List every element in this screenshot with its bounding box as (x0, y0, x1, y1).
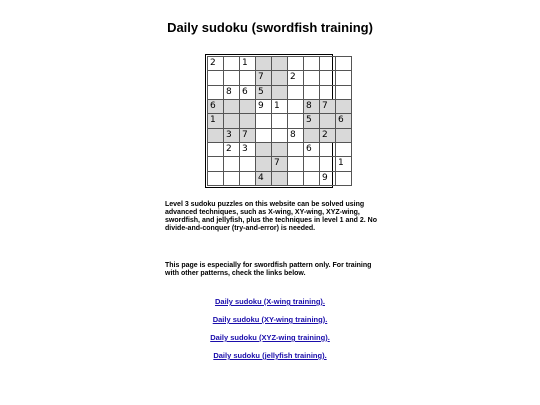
sudoku-cell[interactable] (304, 85, 320, 99)
sudoku-cell[interactable] (336, 128, 352, 142)
sudoku-cell[interactable] (256, 114, 272, 128)
sudoku-cell[interactable]: 3 (240, 142, 256, 156)
sudoku-cell[interactable]: 5 (256, 85, 272, 99)
sudoku-cell[interactable]: 9 (256, 99, 272, 113)
sudoku-cell[interactable] (240, 157, 256, 171)
sudoku-cell[interactable] (288, 99, 304, 113)
sudoku-cell[interactable] (208, 157, 224, 171)
sudoku-cell[interactable] (336, 71, 352, 85)
sudoku-cell[interactable] (208, 85, 224, 99)
sudoku-cell[interactable]: 6 (240, 85, 256, 99)
sudoku-cell[interactable] (304, 71, 320, 85)
sudoku-cell[interactable]: 7 (272, 157, 288, 171)
sudoku-cell[interactable]: 7 (256, 71, 272, 85)
sudoku-cell[interactable] (288, 114, 304, 128)
grid-row (208, 171, 352, 185)
sudoku-cell[interactable] (304, 128, 320, 142)
sudoku-cell[interactable]: 1 (208, 114, 224, 128)
sudoku-cell[interactable]: 7 (320, 99, 336, 113)
sudoku-cell[interactable] (224, 157, 240, 171)
sudoku-cell[interactable] (304, 171, 320, 185)
sudoku-cell[interactable]: 3 (224, 128, 240, 142)
sudoku-cell[interactable]: 2 (320, 128, 336, 142)
sudoku-cell[interactable]: 2 (208, 57, 224, 71)
sudoku-cell[interactable] (288, 85, 304, 99)
sudoku-cell[interactable] (256, 157, 272, 171)
sudoku-cell[interactable] (256, 142, 272, 156)
sudoku-cell[interactable]: 8 (224, 85, 240, 99)
grid-row (208, 57, 352, 71)
sudoku-grid (207, 56, 352, 186)
sudoku-cell[interactable] (288, 142, 304, 156)
sudoku-cell[interactable]: 1 (240, 57, 256, 71)
page-title: Daily sudoku (swordfish training) (167, 20, 373, 35)
training-links (0, 297, 540, 369)
sudoku-cell[interactable]: 5 (304, 114, 320, 128)
sudoku-cell[interactable] (288, 157, 304, 171)
sudoku-board (205, 54, 344, 188)
grid-row (208, 128, 352, 142)
sudoku-cell[interactable]: 2 (224, 142, 240, 156)
sudoku-cell[interactable] (240, 171, 256, 185)
sudoku-cell[interactable] (336, 85, 352, 99)
sudoku-cell[interactable] (320, 71, 336, 85)
sudoku-cell[interactable]: 8 (304, 99, 320, 113)
grid-row (208, 71, 352, 85)
sudoku-cell[interactable] (304, 57, 320, 71)
sudoku-cell[interactable] (208, 142, 224, 156)
grid-row (208, 99, 352, 113)
grid-row (208, 142, 352, 156)
sudoku-cell[interactable] (336, 99, 352, 113)
sudoku-cell[interactable] (320, 157, 336, 171)
sudoku-cell[interactable]: 6 (336, 114, 352, 128)
sudoku-cell[interactable]: 4 (256, 171, 272, 185)
sudoku-cell[interactable] (240, 99, 256, 113)
link-xyzwing-training[interactable]: Daily sudoku (XYZ-wing training). (210, 333, 330, 342)
sudoku-cell[interactable] (320, 57, 336, 71)
sudoku-cell[interactable] (224, 99, 240, 113)
sudoku-cell[interactable] (272, 57, 288, 71)
sudoku-cell[interactable]: 6 (304, 142, 320, 156)
swordfish-note-paragraph: This page is especially for swordfish pattern only. For training with other patterns, check the links below. (165, 262, 372, 277)
sudoku-cell[interactable] (208, 71, 224, 85)
link-xywing-training[interactable]: Daily sudoku (XY-wing training). (212, 315, 328, 324)
sudoku-cell[interactable]: 7 (240, 128, 256, 142)
sudoku-cell[interactable] (256, 128, 272, 142)
sudoku-cell[interactable] (304, 157, 320, 171)
sudoku-cell[interactable]: 2 (288, 71, 304, 85)
sudoku-cell[interactable] (336, 171, 352, 185)
sudoku-cell[interactable] (288, 57, 304, 71)
sudoku-cell[interactable] (208, 171, 224, 185)
link-xwing-training[interactable]: Daily sudoku (X-wing training). (214, 297, 325, 306)
sudoku-cell[interactable] (272, 71, 288, 85)
sudoku-cell[interactable] (288, 171, 304, 185)
sudoku-cell[interactable] (336, 57, 352, 71)
description-paragraph: Level 3 sudoku puzzles on this website can be solved using advanced techniques, such as X-wing, XY-wing, XYZ-wing, swordfish, and jellyfish, plus the techniques in level 1 and 2. No divide-and-conquer (try-and-error) is needed. (165, 201, 377, 232)
sudoku-cell[interactable]: 9 (320, 171, 336, 185)
sudoku-cell[interactable] (272, 142, 288, 156)
grid-row (208, 114, 352, 128)
sudoku-cell[interactable] (336, 142, 352, 156)
sudoku-cell[interactable] (320, 85, 336, 99)
sudoku-cell[interactable] (224, 114, 240, 128)
grid-row (208, 157, 352, 171)
sudoku-cell[interactable] (240, 71, 256, 85)
sudoku-cell[interactable] (224, 171, 240, 185)
sudoku-cell[interactable]: 1 (272, 99, 288, 113)
sudoku-cell[interactable] (272, 171, 288, 185)
sudoku-cell[interactable] (208, 128, 224, 142)
sudoku-cell[interactable] (320, 114, 336, 128)
sudoku-cell[interactable] (272, 114, 288, 128)
sudoku-cell[interactable] (240, 114, 256, 128)
sudoku-cell[interactable]: 1 (336, 157, 352, 171)
sudoku-cell[interactable] (256, 57, 272, 71)
link-jellyfish-training[interactable]: Daily sudoku (jellyfish training). (213, 351, 327, 360)
sudoku-cell[interactable] (224, 71, 240, 85)
sudoku-cell[interactable] (272, 85, 288, 99)
sudoku-cell[interactable]: 8 (288, 128, 304, 142)
sudoku-cell[interactable]: 6 (208, 99, 224, 113)
sudoku-cell[interactable] (272, 128, 288, 142)
sudoku-cell[interactable] (224, 57, 240, 71)
sudoku-cell[interactable] (320, 142, 336, 156)
grid-row (208, 85, 352, 99)
